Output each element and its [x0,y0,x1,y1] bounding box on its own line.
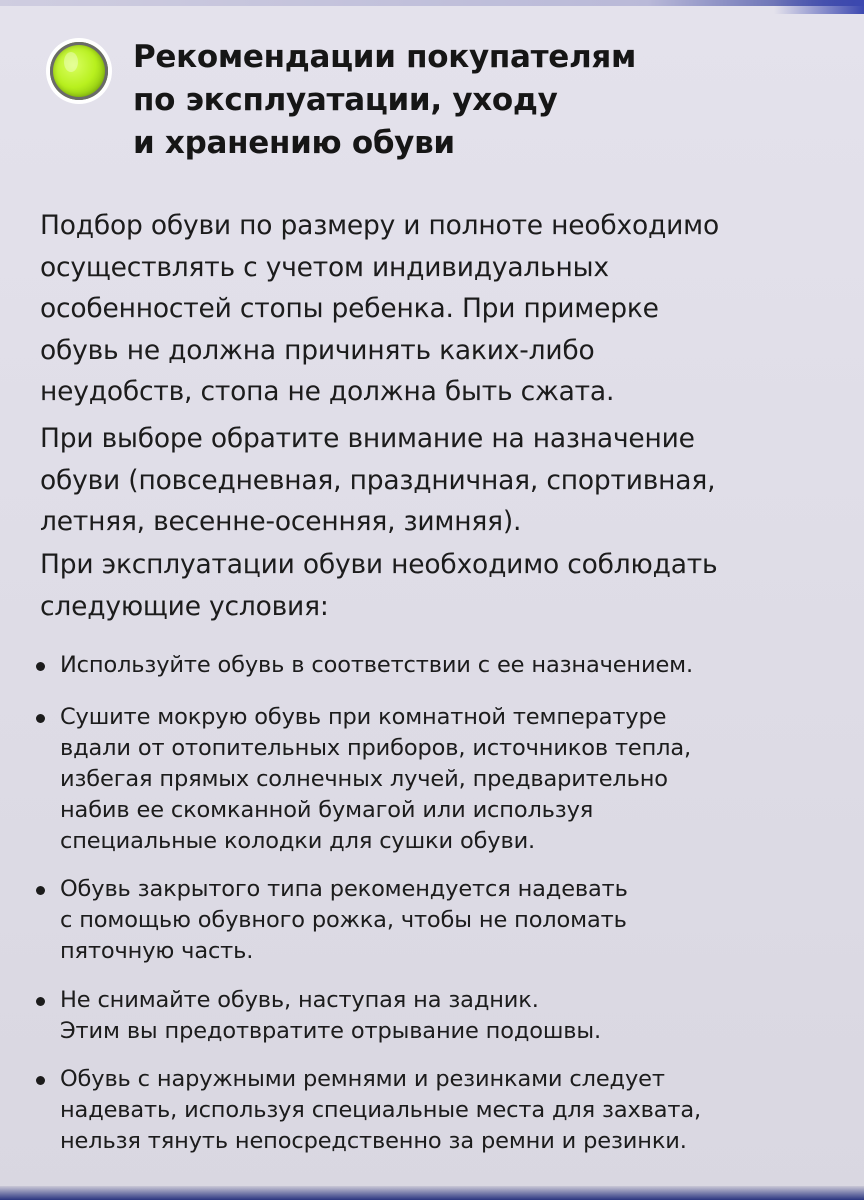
title-line: Рекомендации покупателям [133,39,637,75]
list-item-line: Обувь закрытого типа рекомендуется надевать [60,876,628,902]
text-line: При выборе обратите внимание на назначение [40,423,695,454]
conditions-intro-paragraph [40,544,840,627]
bullet-dot-icon [36,714,45,723]
list-item-line: пяточную часть. [60,938,254,964]
text-line: обувь не должна причинять каких-либо [40,334,595,366]
fitting-paragraph [40,205,840,413]
blue-corner-mark [774,0,864,14]
text-line: неудобств, стопа не должна быть сжата. [40,376,615,408]
list-item-line: избегая прямых солнечных лучей, предварительно [60,766,668,792]
list-item-line: с помощью обувного рожка, чтобы не поломать [60,907,627,933]
text-line: При эксплуатации обуви необходимо соблюдать [40,549,718,580]
text-line: Подбор обуви по размеру и полноте необходимо [40,210,719,241]
purpose-paragraph [40,418,840,543]
list-item-line: Используйте обувь в соответствии с ее назначением. [60,652,693,678]
card-bottom-edge [0,1186,864,1200]
text-line: особенностей стопы ребенка. При примерке [40,293,659,325]
card-top-edge [0,0,864,6]
text-line: следующие условия: [40,590,329,622]
bullet-dot-icon [36,886,45,895]
list-item-line: вдали от отопительных приборов, источников тепла, [60,735,692,761]
bullet-dot-icon [36,1076,45,1085]
text-line: обуви (повседневная, праздничная, спортивная, [40,464,716,496]
list-item-line: Не снимайте обувь, наступая на задник. [60,987,539,1013]
eyelet-hole-icon [50,42,108,100]
card-title [133,36,833,165]
bullet-dot-icon [36,662,45,671]
list-item-line: нельзя тянуть непосредственно за ремни и резинки. [60,1128,687,1154]
bullet-dot-icon [36,997,45,1006]
text-line: летняя, весенне-осенняя, зимняя). [40,506,522,538]
title-line: по эксплуатации, уходу [133,82,558,118]
eyelet-shine [64,52,78,72]
list-item-line: специальные колодки для сушки обуви. [60,828,536,854]
list-item-line: надевать, используя специальные места для захвата, [60,1097,701,1123]
title-line: и хранению обуви [133,125,455,161]
list-item-line: Обувь с наружными ремнями и резинками следует [60,1066,665,1092]
text-line: осуществлять с учетом индивидуальных [40,251,609,283]
list-item-line: Сушите мокрую обувь при комнатной температуре [60,704,667,730]
list-item-line: набив ее скомканной бумагой или используя [60,797,594,823]
list-item-line: Этим вы предотвратите отрывание подошвы. [60,1018,602,1044]
